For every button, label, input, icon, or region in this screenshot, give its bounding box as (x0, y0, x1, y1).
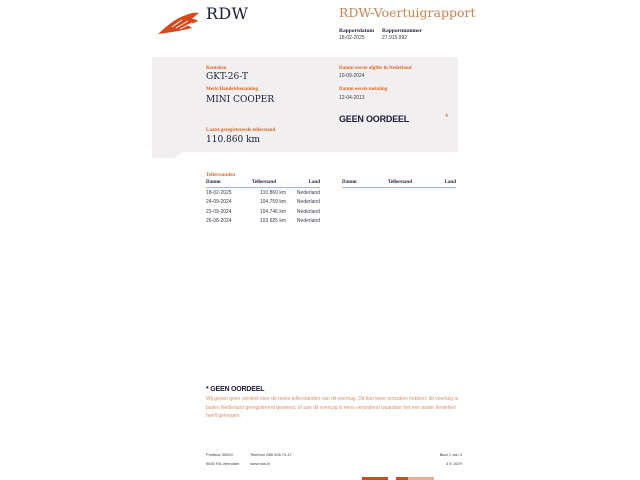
column-header-date: Datum (342, 180, 357, 185)
plate-value: GKT-26-T (206, 72, 248, 82)
note-text: Wij geven geen oordeel over de reeks tellerstanden van dit voertuig. Dit kan twee oorzaken hebben: dit voertuig is buiten Nederland geregistreerd geweest, of aan dit voertuig is eens verandend waardoor het een ander kenteken heeft gekregen. (206, 396, 459, 419)
first-registration-nl-value: 10-09-2024 (339, 73, 365, 79)
report-title: RDW-Voertuigrapport (339, 5, 476, 20)
footer-address (206, 450, 239, 468)
cell-date: 24-09-2024 (206, 199, 232, 206)
cell-country: Nederland (296, 189, 320, 196)
odometer-table-right (342, 180, 456, 188)
report-number-block (382, 28, 422, 41)
report-number-value: 27.915.992 (382, 35, 408, 41)
odometer-table-left (206, 180, 320, 226)
footer-postal: 9640 RA Veendam (206, 461, 240, 466)
column-header-odometer: Tellerstand (388, 180, 412, 185)
cell-country: Nederland (296, 208, 320, 215)
note-title: * GEEN OORDEEL (206, 386, 265, 393)
first-admission-value: 12-04-2013 (339, 95, 365, 101)
rdw-logo-icon (158, 11, 200, 35)
cell-odometer: 103.625 km (259, 218, 286, 225)
column-header-odometer: Tellerstand (252, 180, 276, 185)
table-row (206, 198, 320, 208)
cell-country: Nederland (296, 218, 320, 225)
cell-date: 26-08-2024 (206, 218, 232, 225)
cell-odometer: 104.759 km (259, 199, 286, 206)
footer-website-link[interactable]: www.rdw.nl (250, 461, 271, 466)
table-row (206, 217, 320, 227)
cell-odometer: 110.860 km (260, 189, 286, 196)
footer-contact (250, 450, 292, 468)
plate-label: Kenteken (206, 66, 227, 71)
footer-page-info (420, 450, 462, 468)
column-header-country: Land (444, 180, 456, 185)
column-header-country: Land (308, 180, 320, 185)
table-row (206, 207, 320, 217)
footer-page-number: Blad 1 van 3 (439, 452, 462, 457)
footer-pobox: Postbus 30000 (206, 452, 233, 457)
report-date-block (339, 28, 374, 41)
make-label: Merk/Handelsbenaming (206, 87, 258, 92)
cell-date: 23-09-2024 (206, 208, 232, 215)
brand-name: RDW (206, 4, 249, 23)
cell-country: Nederland (296, 199, 320, 206)
report-date-label: Rapportdatum (339, 28, 375, 34)
last-odometer-label: Laatst geregistreerde tellerstand (206, 128, 276, 133)
panel-notch-shape (152, 152, 458, 158)
verdict-text: GEEN OORDEEL (339, 114, 410, 124)
make-value: MINI COOPER (206, 95, 275, 105)
report-number-label: Rapportnummer (382, 28, 423, 34)
verdict-asterisk-icon: * (445, 112, 449, 122)
table-row (206, 188, 320, 198)
table-header (206, 180, 320, 188)
vehicle-summary-panel (152, 57, 458, 152)
footer-phone: Telefoon 088 008 74 47 (250, 452, 292, 457)
first-registration-nl-label: Datum eerste afgifte in Nederland (339, 66, 412, 71)
cell-odometer: 104.746 km (259, 208, 286, 215)
cell-date: 18-02-2025 (206, 189, 232, 196)
first-admission-label: Datum eerste toelating (339, 87, 388, 92)
last-odometer-value: 110.860 km (206, 135, 261, 145)
table-header (342, 180, 456, 188)
column-header-date: Datum (206, 180, 221, 185)
footer-code: 3 E 1679 (445, 461, 462, 466)
report-date-value: 18-02-2025 (339, 35, 365, 41)
odometer-section-title: Tellerstanden (206, 173, 235, 178)
